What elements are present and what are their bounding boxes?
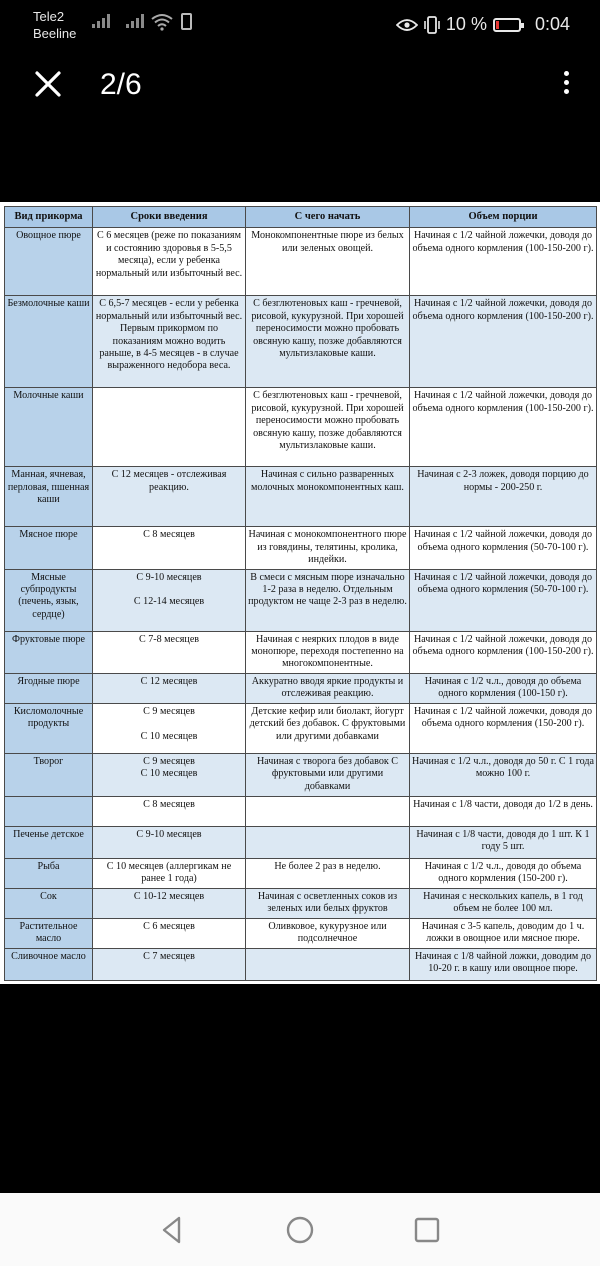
portion-cell: Начиная с 2-3 ложек, доводя порцию до нормы - 200-250 г. <box>410 467 597 527</box>
start-cell <box>246 796 410 826</box>
table-row <box>5 467 597 527</box>
name-cell: Манная, ячневая, перловая, пшенная каши <box>5 467 93 527</box>
when-cell: С 6 месяцев (реже по показаниям и состоянию здоровья в 5-5,5 месяца), если у ребенка нормальный или избыточный вес. <box>93 228 246 296</box>
start-cell: Детские кефир или биолакт, йогурт детский без добавок. С фруктовыми или другими добавками <box>246 703 410 753</box>
table-row <box>5 826 597 858</box>
start-cell: Аккуратно вводя яркие продукты и отслеживая реакцию. <box>246 673 410 703</box>
table-row <box>5 753 597 796</box>
start-cell: Не более 2 раз в неделю. <box>246 858 410 888</box>
when-cell: С 12 месяцев <box>93 673 246 703</box>
start-cell: Начиная с осветленных соков из зеленых или белых фруктов <box>246 888 410 918</box>
portion-cell: Начиная с 1/2 чайной ложечки, доводя до объема одного кормления (150-200 г). <box>410 703 597 753</box>
start-cell: Монокомпонентные пюре из белых или зеленых овощей. <box>246 228 410 296</box>
table-row <box>5 388 597 467</box>
table-row <box>5 948 597 980</box>
when-cell: С 7-8 месяцев <box>93 631 246 673</box>
when-cell <box>93 388 246 467</box>
table-row <box>5 527 597 569</box>
name-cell: Мясные субпродукты (печень, язык, сердце) <box>5 569 93 631</box>
table-row <box>5 918 597 948</box>
table-row <box>5 631 597 673</box>
name-cell: Овощное пюре <box>5 228 93 296</box>
start-cell: В смеси с мясным пюре изначально 1-2 раза в неделю. Отдельным продуктом не чаще 2-3 раз в неделю. <box>246 569 410 631</box>
clock: 0:04 <box>534 14 570 34</box>
close-icon[interactable] <box>30 66 66 102</box>
portion-cell: Начиная с 1/2 чайной ложечки, доводя до объема одного кормления (100-150-200 г). <box>410 228 597 296</box>
portion-cell: Начиная с 1/2 чайной ложечки, доводя до объема одного кормления (100-150-200 г). <box>410 388 597 467</box>
image-counter: 2/6 <box>100 68 142 101</box>
table-header-row <box>5 207 597 228</box>
portion-cell: Начиная с нескольких капель, в 1 год объем не более 100 мл. <box>410 888 597 918</box>
table-row <box>5 569 597 631</box>
back-icon[interactable] <box>155 1213 189 1247</box>
when-cell: С 6,5-7 месяцев - если у ребенка нормальный или избыточный вес. Первым прикормом по показаниям можно водить раньше, в 4-5 месяцев - в случае выраженного недобора веса. <box>93 296 246 388</box>
portion-cell: Начиная с 1/2 ч.л., доводя до объема одного кормления (150-200 г). <box>410 858 597 888</box>
when-cell: С 10 месяцев (аллергикам не ранее 1 года) <box>93 858 246 888</box>
start-cell: С безглютеновых каш - гречневой, рисовой, кукурузной. При хорошей переносимости можно пробовать овсяную кашу, позже добавляются мультизлаковые каши. <box>246 388 410 467</box>
start-cell: Начиная с неярких плодов в виде монопюре, переходя постепенно на многокомпонентные. <box>246 631 410 673</box>
table-row <box>5 296 597 388</box>
table-row <box>5 858 597 888</box>
when-cell: С 9-10 месяцев С 12-14 месяцев <box>93 569 246 631</box>
battery-percent: 10 % <box>445 14 487 34</box>
portion-cell: Начиная с 1/2 чайной ложечки, доводя до объема одного кормления (100-150-200 г). <box>410 631 597 673</box>
when-cell: С 7 месяцев <box>93 948 246 980</box>
battery-icon <box>493 18 521 32</box>
name-cell: Творог <box>5 753 93 796</box>
name-cell: Фруктовые пюре <box>5 631 93 673</box>
status-bar <box>0 0 600 52</box>
column-header: Объем порции <box>410 207 597 228</box>
name-cell: Рыба <box>5 858 93 888</box>
table-row <box>5 796 597 826</box>
table-row <box>5 673 597 703</box>
name-cell: Безмолочные каши <box>5 296 93 388</box>
name-cell <box>5 796 93 826</box>
more-options-icon[interactable] <box>556 68 576 104</box>
when-cell: С 9-10 месяцев <box>93 826 246 858</box>
when-cell: С 9 месяцев С 10 месяцев <box>93 703 246 753</box>
start-cell: Начиная с монокомпонентного пюре из говядины, телятины, кролика, индейки. <box>246 527 410 569</box>
navigation-bar <box>0 1193 600 1266</box>
name-cell: Сливочное масло <box>5 948 93 980</box>
carrier-2: Beeline <box>33 26 77 41</box>
image-viewer[interactable] <box>0 202 600 984</box>
signal-icon <box>92 14 110 28</box>
table-row <box>5 703 597 753</box>
name-cell: Мясное пюре <box>5 527 93 569</box>
start-cell <box>246 826 410 858</box>
column-header: Вид прикорма <box>5 207 93 228</box>
viewer-toolbar <box>0 56 600 116</box>
home-icon[interactable] <box>283 1213 317 1247</box>
carrier-1: Tele2 <box>33 9 65 24</box>
table-row <box>5 228 597 296</box>
status-right <box>396 14 570 35</box>
start-cell: Начиная с творога без добавок С фруктовыми или другими добавками <box>246 753 410 796</box>
when-cell: С 12 месяцев - отслеживая реакцию. <box>93 467 246 527</box>
portion-cell: Начиная с 1/8 части, доводя до 1 шт. К 1 году 5 шт. <box>410 826 597 858</box>
when-cell: С 8 месяцев <box>93 527 246 569</box>
recent-apps-icon[interactable] <box>410 1213 444 1247</box>
portion-cell: Начиная с 1/2 чайной ложечки, доводя до объема одного кормления (100-150-200 г). <box>410 296 597 388</box>
eye-comfort-icon <box>396 18 418 32</box>
when-cell: С 6 месяцев <box>93 918 246 948</box>
start-cell: Начиная с сильно разваренных молочных монокомпонентных каш. <box>246 467 410 527</box>
name-cell: Растительное масло <box>5 918 93 948</box>
portion-cell: Начиная с 1/8 части, доводя до 1/2 в день. <box>410 796 597 826</box>
name-cell: Ягодные пюре <box>5 673 93 703</box>
feeding-table <box>4 206 597 981</box>
name-cell: Кисломолочные продукты <box>5 703 93 753</box>
name-cell: Печенье детское <box>5 826 93 858</box>
start-cell: С безглютеновых каш - гречневой, рисовой, кукурузной. При хорошей переносимости можно пробовать овсяную кашу, позже добавляются мультизлаковые каши. <box>246 296 410 388</box>
name-cell: Молочные каши <box>5 388 93 467</box>
column-header: Сроки введения <box>93 207 246 228</box>
signal-icon <box>126 14 144 28</box>
portion-cell: Начиная с 3-5 капель, доводим до 1 ч. ложки в овощное или мясное пюре. <box>410 918 597 948</box>
column-header: С чего начать <box>246 207 410 228</box>
when-cell: С 9 месяцев С 10 месяцев <box>93 753 246 796</box>
portion-cell: Начиная с 1/2 чайной ложечки, доводя до объема одного кормления (50-70-100 г). <box>410 569 597 631</box>
portion-cell: Начиная с 1/2 чайной ложечки, доводя до объема одного кормления (50-70-100 г). <box>410 527 597 569</box>
sim-icon <box>181 13 192 30</box>
when-cell: С 10-12 месяцев <box>93 888 246 918</box>
portion-cell: Начиная с 1/2 ч.л., доводя до 50 г. С 1 года можно 100 г. <box>410 753 597 796</box>
portion-cell: Начиная с 1/2 ч.л., доводя до объема одного кормления (100-150 г). <box>410 673 597 703</box>
portion-cell: Начиная с 1/8 чайной ложки, доводим до 10-20 г. в кашу или овощное пюре. <box>410 948 597 980</box>
start-cell: Оливковое, кукурузное или подсолнечное <box>246 918 410 948</box>
table-row <box>5 888 597 918</box>
vibrate-icon <box>424 16 440 34</box>
name-cell: Сок <box>5 888 93 918</box>
carrier-names <box>33 8 76 42</box>
when-cell: С 8 месяцев <box>93 796 246 826</box>
wifi-icon <box>150 13 174 31</box>
start-cell <box>246 948 410 980</box>
